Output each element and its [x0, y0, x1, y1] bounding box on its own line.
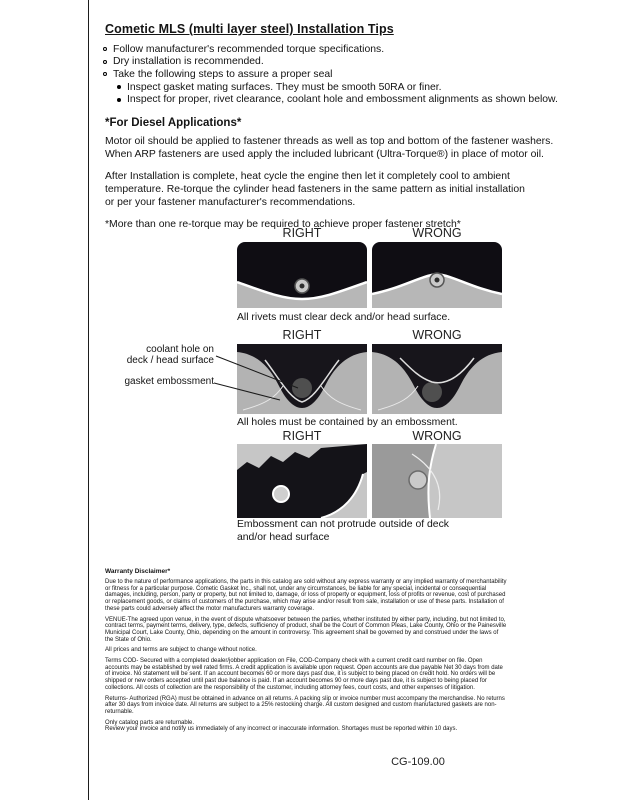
caption-line: Embossment can not protrude outside of deck — [237, 519, 449, 530]
hollow-bullet-icon — [103, 60, 107, 64]
paragraph-line: temperature. Re-torque the cylinder head fasteners in the same pattern as initial installation — [105, 184, 525, 195]
list-item-text: Inspect for proper, rivet clearance, coolant hole and embossment alignments as shown below. — [127, 94, 558, 106]
disclaimer-paragraph: All prices and terms are subject to change without notice. — [105, 647, 257, 654]
warranty-disclaimer — [105, 568, 507, 737]
paragraph-line: or per your fastener manufacturer's recommendations. — [105, 197, 356, 208]
page-title: Cometic MLS (multi layer steel) Installation Tips — [105, 22, 394, 36]
disclaimer-paragraph: Due to the nature of performance applications, the parts in this catalog are sold without any express warranty or any implied warranty of merchantability or fitness for a particular purpose. Cometic Gasket Inc., shall not, under any circumstances, be liable for any special, incidental or consequential damages, including, person, party or property, but not limited to, damage, or loss of property or equipment, loss of profits or revenue, cost of purchased or replacement goods, or claims of customers of the purchase, which may arise and/or result from sale, installation or use of these parts. Installation of these parts could adversely affect the motor manufacturers warranty coverage. — [105, 579, 507, 612]
disclaimer-paragraph: Review your invoice and notify us immediately of any incorrect or inaccurate information. Shortages must be reported within 10 days. — [105, 726, 458, 733]
gasket-embossment-callout: gasket embossment — [124, 376, 214, 387]
disclaimer-paragraph: VENUE-The agreed upon venue, in the event of dispute whatsoever between the parties, whether instituted by either party, including, but not limited to, contract terms, payment terms, delivery, type, defects, sufficiency of product, shall be the Court of Common Pleas, Lake County, Ohio or the Painesville Municipal Court, Lake County, Ohio, depending on the amount in controversy. This agreement shall be governed by and construed under the laws of the State of Ohio. — [105, 616, 507, 643]
disclaimer-paragraph: Only catalog parts are returnable. — [105, 719, 195, 726]
protrusion-caption — [237, 519, 449, 545]
list-item — [103, 43, 558, 56]
coolant-hole-callout — [118, 344, 214, 366]
rivet-right-diagram — [237, 242, 367, 308]
coolant-hole-right-diagram — [237, 344, 367, 414]
list-item — [117, 93, 558, 106]
wrong-label-row3: WRONG — [412, 429, 462, 443]
coolant-hole-wrong-diagram — [372, 344, 502, 414]
installation-tips-list — [103, 43, 558, 106]
list-item — [103, 68, 558, 81]
page-margin-rule — [88, 0, 89, 800]
solid-bullet-icon — [117, 85, 121, 89]
list-item — [103, 56, 558, 69]
diesel-applications-heading: *For Diesel Applications* — [105, 117, 242, 129]
list-item-text: Follow manufacturer's recommended torque specifications. — [113, 43, 385, 55]
paragraph-line: When ARP fasteners are used apply the included lubricant (Ultra-Torque®) in place of motor oil. — [105, 149, 544, 160]
retorque-note: *More than one re-torque may be required to achieve proper fastener stretch* — [105, 219, 461, 230]
disclaimer-paragraph: Returns- Authorized (RGA) must be obtained in advance on all returns. A packing slip or invoice number must accompany the merchandise. No returns after 30 days from invoice date. All returns are subject to a 25% restocking charge. All custom designed and custom manufactured gaskets are non-returnable. — [105, 695, 505, 715]
rivet-caption: All rivets must clear deck and/or head surface. — [237, 312, 451, 323]
right-label-row2: RIGHT — [282, 328, 322, 342]
embossment-containment-caption: All holes must be contained by an embossment. — [237, 417, 458, 428]
diesel-applications-body — [105, 136, 553, 232]
list-item — [117, 81, 558, 94]
caption-line: and/or head surface — [237, 532, 330, 543]
wrong-label-row2: WRONG — [412, 328, 462, 342]
paragraph-line: After Installation is complete, heat cycle the engine then let it completely cool to ambient — [105, 171, 510, 182]
disclaimer-paragraph: Terms COD- Secured with a completed dealer/jobber application on File, COD-Company check with a current credit card number on file. Open accounts may be established by well rated firms. A credit application is available upon request. Open accounts are due payable Net 30 days from date of invoice. No statement will be sent. If an account becomes 60 or more days past due, it is subject to being placed on credit hold. No orders will be shipped or new orders accepted until past due balance is paid. If an account becomes 90 or more days past due, it is subject to being placed for collections. All costs of collection are the responsibility of the customer, including attorney fees, court costs, and other expenses of litigation. — [105, 658, 503, 691]
protrusion-wrong-diagram — [372, 444, 502, 518]
rivet-wrong-diagram — [372, 242, 502, 308]
protrusion-right-diagram — [237, 444, 367, 518]
solid-bullet-icon — [117, 98, 121, 102]
wrong-label-row1: WRONG — [412, 226, 462, 240]
hollow-bullet-icon — [103, 72, 107, 76]
list-item-text: Take the following steps to assure a proper seal — [113, 68, 333, 80]
disclaimer-heading: Warranty Disclaimer* — [105, 568, 171, 575]
callout-line: coolant hole on — [146, 344, 214, 355]
right-label-row3: RIGHT — [282, 429, 322, 443]
page-number: CG-109.00 — [391, 756, 445, 768]
callout-line: deck / head surface — [126, 355, 214, 366]
paragraph-line: Motor oil should be applied to fastener threads as well as top and bottom of the fastener washers. — [105, 136, 554, 147]
right-label-row1: RIGHT — [282, 226, 322, 240]
list-item-text: Dry installation is recommended. — [113, 56, 264, 68]
list-item-text: Inspect gasket mating surfaces. They must be smooth 50RA or finer. — [127, 81, 442, 93]
hollow-bullet-icon — [103, 47, 107, 51]
